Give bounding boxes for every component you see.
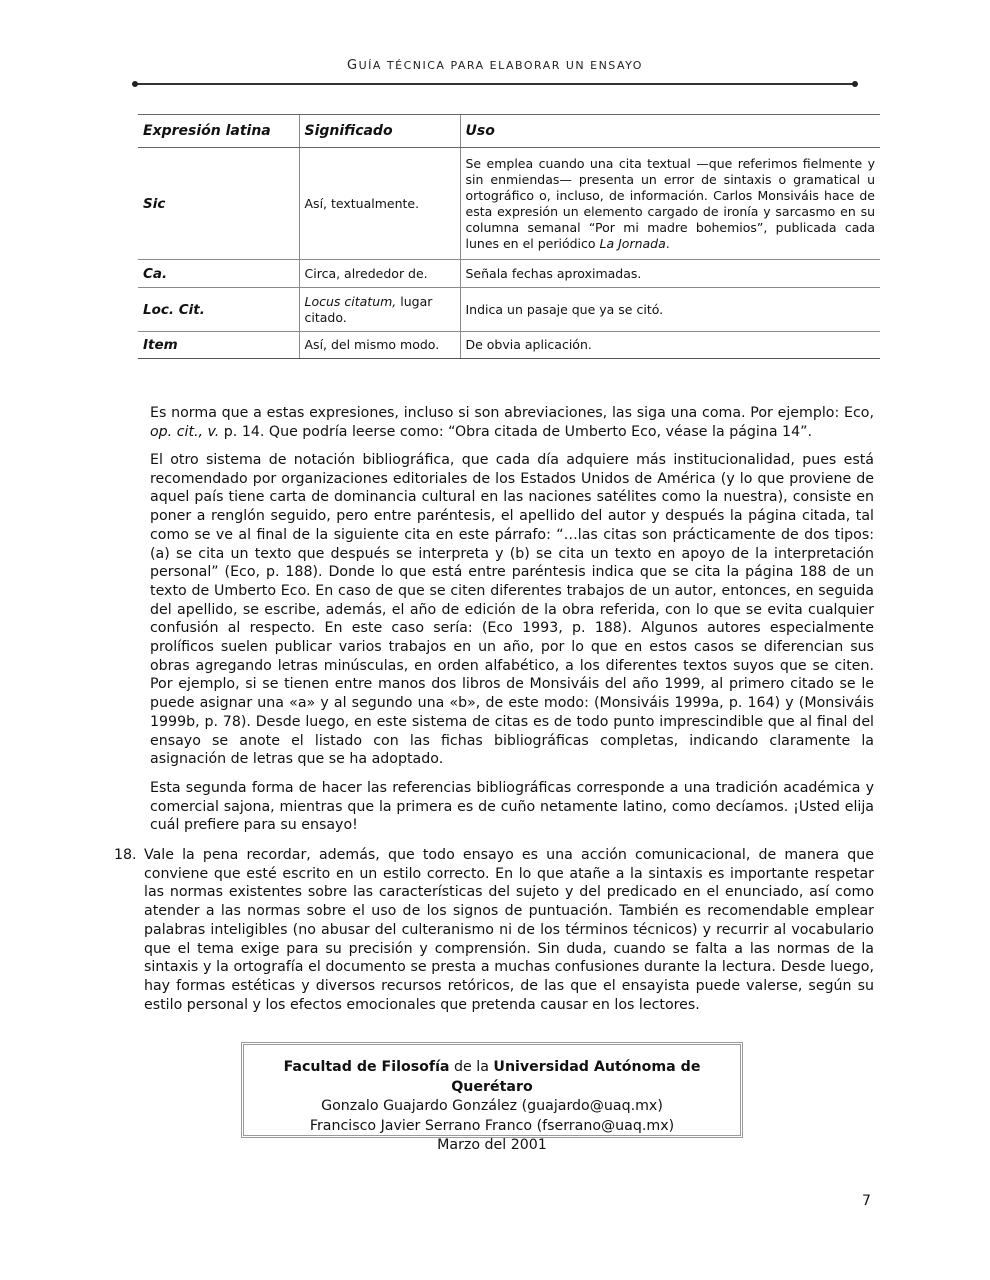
paragraph-comma-rule bbox=[150, 404, 874, 441]
table-row bbox=[138, 332, 880, 359]
running-header-initial: G bbox=[347, 58, 359, 73]
header-rule bbox=[134, 83, 856, 85]
author-line: Francisco Javier Serrano Franco (fserrano@uaq.mx) bbox=[309, 1117, 675, 1134]
term-cell: Item bbox=[138, 332, 299, 359]
page-number: 7 bbox=[862, 1193, 871, 1209]
date-line: Marzo del 2001 bbox=[437, 1137, 547, 1153]
column-header-expression: Expresión latina bbox=[138, 115, 299, 148]
paragraph-tradition: Esta segunda forma de hacer las referencias bibliográficas corresponde a una tradición académica y comercial sajona, mientras que la primera es de cuño netamente latino, como decíamos. ¡Usted elija cuál prefiere para su ensayo! bbox=[150, 780, 874, 834]
meaning-cell: Así, del mismo modo. bbox=[299, 332, 460, 359]
faculty-name: Facultad de Filosofía bbox=[283, 1059, 450, 1075]
term-cell: Loc. Cit. bbox=[138, 288, 299, 332]
meaning-cell: Circa, alrededor de. bbox=[299, 260, 460, 288]
list-item bbox=[114, 846, 874, 1014]
paragraph-author-date-system: El otro sistema de notación bibliográfica, que cada día adquiere más institucionalidad, pues está recomendado por organizaciones editoriales de los Estados Unidos de América (y lo que proviene de aquel país tiene carta de dominancia cultural en las naciones satélites como la nuestra), consiste en poner a renglón seguido, pero entre paréntesis, el apellido del autor y después la página citada, tal como se ve al final de la siguiente cita en este párrafo: “…las citas son prácticamente de dos tipos: (a) se cita un texto que después se interpreta y (b) se cita un texto en apoyo de la interpretación personal” (Eco, p. 188). Donde lo que está entre paréntesis indica que se cita la página 188 de un texto de Umberto Eco. En caso de que se citen diferentes trabajos de un autor, entonces, en seguida del apellido, se escribe, además, el año de edición de la obra referida, con lo que se evita cualquier confusión al respecto. En este caso sería: (Eco 1993, p. 188). Algunos autores especialmente prolíficos suelen publicar varios trabajos en un año, por lo que en estos casos se diferencian sus obras agregando letras minúsculas, en orden alfabético, a los diferentes textos suyos que se citen. Por ejemplo, si se tienen entre manos dos libros de Monsiváis del año 1999, al primero citado se le puede asignar una «a» y al segundo una «b», de este modo: (Monsiváis 1999a, p. 164) y (Monsiváis 1999b, p. 78). Desde luego, en este sistema de citas es de todo punto imprescindible que al final del ensayo se anote el listado con las fichas bibliográficas completas, indicando claramente la asignación de letras que se ha adoptado. bbox=[150, 452, 874, 768]
table-row bbox=[138, 260, 880, 288]
author-line: Gonzalo Guajardo González (guajardo@uaq.mx) bbox=[321, 1098, 663, 1114]
usage-cell: Señala fechas aproximadas. bbox=[460, 260, 880, 288]
term-cell: Sic bbox=[138, 148, 299, 260]
meaning-cell: Así, textualmente. bbox=[299, 148, 460, 260]
meaning-italic: Locus citatum, bbox=[304, 293, 397, 309]
usage-text-end: . bbox=[665, 235, 670, 251]
rule-end-dot-left bbox=[132, 81, 138, 87]
running-header bbox=[0, 58, 990, 73]
paragraph-text: Es norma que a estas expresiones, incluso si son abreviaciones, las siga una coma. Por ejemplo: Eco, bbox=[150, 405, 874, 421]
newspaper-name: La Jornada bbox=[599, 235, 666, 251]
institution-connector: de la bbox=[449, 1059, 494, 1075]
table-row bbox=[138, 288, 880, 332]
list-number: 18. bbox=[114, 847, 137, 863]
table-row bbox=[138, 148, 880, 260]
running-header-text: UÍA TÉCNICA PARA ELABORAR UN ENSAYO bbox=[358, 59, 643, 72]
usage-cell: De obvia aplicación. bbox=[460, 332, 880, 359]
table-header-row bbox=[138, 115, 880, 148]
list-item-text: Vale la pena recordar, además, que todo ensayo es una acción comunicacional, de manera que conviene que esté escrito en un estilo correcto. En lo que atañe a la sintaxis es importante respetar las normas existentes sobre las características del sujeto y del predicado en el enunciado, así como atender a las normas sobre el uso de los signos de puntuación. También es recomendable emplear palabras inteligibles (no abusar del culteranismo ni de los términos técnicos) y recurrir al vocabulario que el tema exige para su precisión y comprensión. Sin duda, cuando se falta a las normas de la sintaxis y la ortografía el documento se presta a muchas confusiones durante la lectura. Desde luego, hay formas estéticas y diversos recursos retóricos, de las que el ensayista puede valerse, según su estilo personal y los efectos emocionales que pretenda causar en los lectores. bbox=[144, 847, 874, 1013]
term-cell: Ca. bbox=[138, 260, 299, 288]
usage-cell: Indica un pasaje que ya se citó. bbox=[460, 288, 880, 332]
meaning-text: lugar citado. bbox=[304, 293, 433, 325]
citation-italic: op. cit., v. bbox=[150, 423, 220, 440]
university-name: Universidad Autónoma de Querétaro bbox=[451, 1059, 701, 1095]
institution-line bbox=[244, 1058, 740, 1097]
latin-expressions-table bbox=[138, 114, 880, 359]
column-header-meaning: Significado bbox=[299, 115, 460, 148]
rule-end-dot-right bbox=[852, 81, 858, 87]
meaning-cell bbox=[299, 288, 460, 332]
column-header-usage: Uso bbox=[460, 115, 880, 148]
credits-box bbox=[241, 1042, 743, 1153]
usage-cell bbox=[460, 148, 880, 260]
usage-text: Se emplea cuando una cita textual —que referimos fielmente y sin enmiendas— presenta un error de sintaxis o gramatical u ortográfico o, incluso, de información. Carlos Monsiváis hace de esta expresión un elemento cargado de ironía y sarcasmo en su columna semanal “Por mi madre bohemios”, publicada cada lunes en el periódico bbox=[465, 155, 875, 251]
paragraph-text: p. 14. Que podría leerse como: “Obra citada de Umberto Eco, véase la página 14”. bbox=[219, 423, 812, 440]
